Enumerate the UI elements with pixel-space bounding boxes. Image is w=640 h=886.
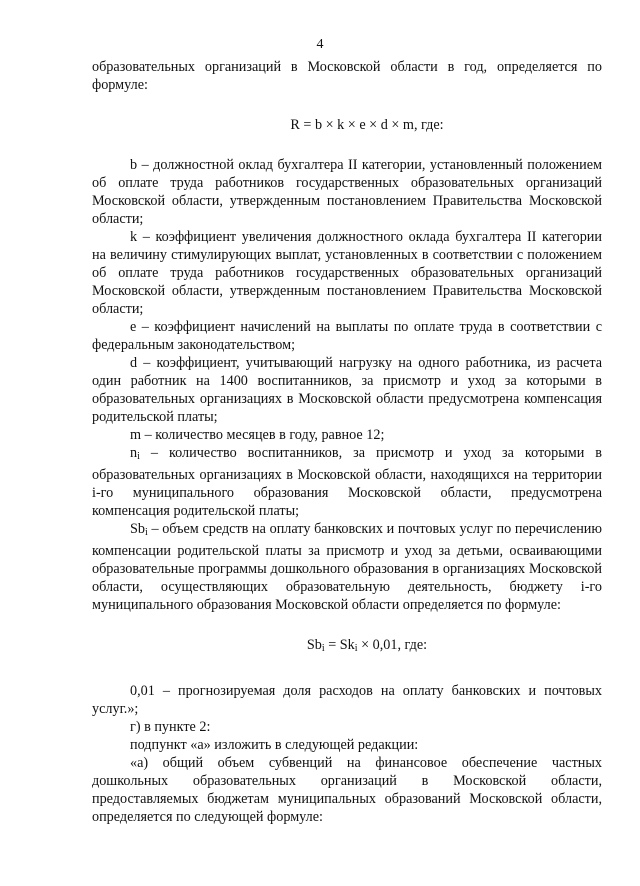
definition-m: m – количество месяцев в году, равное 12;	[130, 427, 385, 443]
definition-n-text: – количество воспитанников, за присмотр и уход за которыми в образовательных организациях в Московской области, находящихся на территории i-го муниципального образования Московской области, предусмотрена компенсация родительской платы;	[92, 445, 602, 519]
subscript-i: i	[137, 451, 140, 462]
definition-001: 0,01 – прогнозируемая доля расходов на оплату банковских и почтовых услуг.»;	[92, 683, 602, 717]
definition-d: d – коэффициент, учитывающий нагрузку на одного работника, из расчета один работник на 1400 воспитанников, за присмотр и уход за которыми в образовательных организациях в Московской области предусмотрена компенсация родительской платы;	[92, 355, 602, 425]
subscript-i: i	[321, 643, 325, 654]
subparagraph-a-text: «а) общий объем субвенций на финансовое обеспечение частных дошкольных образовательных организаций в Московской области, предоставляемых бюджетам муниципальных образований Московской области, определяется по следующей формуле:	[92, 755, 602, 825]
page-number: 4	[316, 37, 324, 52]
formula-sb-mid: = Sk	[324, 637, 355, 653]
formula-r: R = b × k × e × d × m, где:	[290, 117, 444, 133]
formula-sb	[92, 636, 602, 658]
definition-k: k – коэффициент увеличения должностного оклада бухгалтера II категории на величину стимулирующих выплат, установленных в соответствии с положением об оплате труда работников государственных образовательных организаций Московской области, утвержденным постановлением Правительства Московской области;	[92, 229, 602, 317]
definition-n	[92, 444, 602, 520]
intro-paragraph: образовательных организаций в Московской области в год, определяется по формуле:	[92, 59, 602, 93]
item-g: г) в пункте 2:	[130, 719, 211, 735]
subscript-i: i	[354, 643, 358, 654]
symbol-n: n	[130, 445, 138, 461]
subparagraph-a-intro: подпункт «а» изложить в следующей редакции:	[130, 737, 419, 753]
definition-sb-text: – объем средств на оплату банковских и почтовых услуг по перечислению компенсации родительской платы за присмотр и уход за детьми, осваивающими образовательные программы дошкольного образования в организациях Московской области, осуществляющих образовательную деятельность, бюджету i-го муниципального образования Московской области определяется по формуле:	[92, 521, 602, 613]
definition-e: е – коэффициент начислений на выплаты по оплате труда в соответствии с федеральным законодательством;	[92, 319, 602, 353]
subscript-i: i	[144, 527, 148, 538]
document-body	[92, 58, 602, 826]
formula-sb-rhs: × 0,01, где:	[357, 637, 428, 653]
definition-sb	[92, 520, 602, 614]
formula-sb-lhs: Sb	[306, 637, 322, 653]
symbol-sb: Sb	[130, 521, 145, 537]
definition-b: b – должностной оклад бухгалтера II категории, установленный положением об оплате труда работников государственных образовательных организаций Московской области, утвержденным постановлением Правительства Московской области;	[92, 157, 602, 227]
